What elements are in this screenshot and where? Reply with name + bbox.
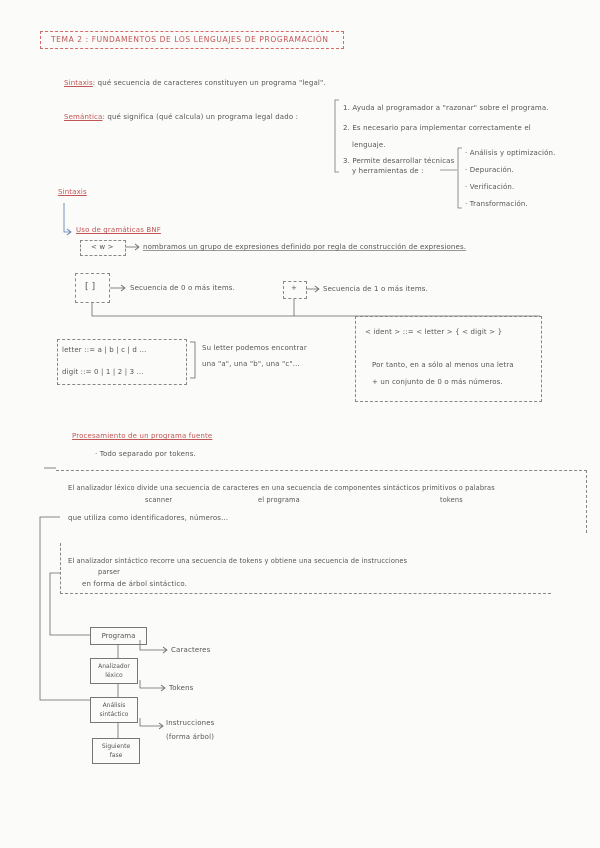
flow-sintactico-box	[90, 697, 138, 723]
digit-rule: digit ::= 0 | 1 | 2 | 3 ...	[62, 368, 144, 376]
bracket-symbol: [ ]	[85, 282, 96, 292]
lexer-tokens: tokens	[440, 496, 463, 504]
lexer-line-1: El analizador léxico divide una secuencia de caracteres en una secuencia de componentes sintácticos primitivos o palabras	[68, 484, 495, 492]
semantica-point-2b: lenguaje.	[352, 141, 386, 149]
tokens-line: · Todo separado por tokens.	[95, 450, 196, 458]
semantica-text: : qué significa (qué calcula) un programa legal dado :	[102, 113, 299, 121]
bnf-subheading: Uso de gramáticas BNF	[76, 226, 161, 234]
semantica-point-2: 2. Es necesario para implementar correctamente el	[343, 124, 531, 132]
flow-caracteres-label: Caracteres	[171, 646, 211, 654]
lexer-programa: el programa	[258, 496, 300, 504]
flow-programa-label: Programa	[101, 632, 136, 640]
parser-parser: parser	[98, 568, 121, 576]
w-description: nombramos un grupo de expresiones definido por regla de construcción de expresiones.	[143, 243, 467, 251]
plus-symbol: +	[291, 284, 298, 292]
sintaxis-term: Sintaxis	[64, 79, 93, 87]
semantica-point-3: 3. Permite desarrollar técnicas	[343, 157, 455, 165]
sintaxis-text: : qué secuencia de caracteres constituyen un programa "legal".	[92, 79, 326, 87]
flow-sintactico-label: Análisis sintáctico	[99, 702, 129, 718]
letter-note-2: una "a", una "b", una "c"...	[202, 360, 300, 368]
ident-note-1: Por tanto, en a sólo al menos una letra	[372, 361, 514, 369]
procesamiento-heading: Procesamiento de un programa fuente	[72, 432, 213, 440]
flow-instrucciones-label: Instrucciones	[166, 719, 215, 727]
semantica-point-3b: y herramientas de :	[352, 167, 424, 175]
semantica-point-1: 1. Ayuda al programador a "razonar" sobre el programa.	[343, 104, 549, 112]
technique-4: · Transformación.	[465, 200, 528, 208]
lexer-scanner: scanner	[145, 496, 173, 504]
sintaxis-definition	[64, 79, 326, 87]
technique-1: · Análisis y optimización.	[465, 149, 556, 157]
flow-tokens-label: Tokens	[169, 684, 194, 692]
letter-note-1: Su letter podemos encontrar	[202, 344, 307, 352]
technique-3: · Verificación.	[465, 183, 515, 191]
flow-lexico-box	[90, 658, 138, 684]
bracket-description: Secuencia de 0 o más items.	[130, 284, 235, 292]
flow-programa-box	[90, 627, 147, 645]
w-symbol: < w >	[91, 243, 114, 251]
ident-rule: < ident > ::= < letter > { < digit > }	[365, 328, 503, 336]
technique-2: · Depuración.	[465, 166, 514, 174]
parser-line-2: en forma de árbol sintáctico.	[82, 580, 188, 588]
lexer-line-2: que utiliza como identificadores, números...	[68, 514, 229, 522]
semantica-term: Semántica	[64, 113, 103, 121]
semantica-definition	[64, 113, 298, 121]
flow-siguiente-label: Siguiente fase	[101, 743, 131, 759]
sintaxis-section-heading: Sintaxis	[58, 188, 87, 196]
title-box	[40, 31, 344, 49]
flow-siguiente-box	[92, 738, 140, 764]
letter-rule: letter ::= a | b | c | d ...	[62, 346, 147, 354]
ident-note-2: + un conjunto de 0 o más números.	[372, 378, 503, 386]
parser-line-1: El analizador sintáctico recorre una secuencia de tokens y obtiene una secuencia de instrucciones	[68, 557, 408, 565]
flow-lexico-label: Analizador léxico	[98, 663, 130, 679]
lexer-box	[56, 470, 587, 533]
plus-description: Secuencia de 1 o más items.	[323, 285, 428, 293]
flow-forma-arbol-label: (forma árbol)	[166, 733, 215, 741]
page-title: TEMA 2 : FUNDAMENTOS DE LOS LENGUAJES DE PROGRAMACIÓN	[51, 35, 329, 44]
